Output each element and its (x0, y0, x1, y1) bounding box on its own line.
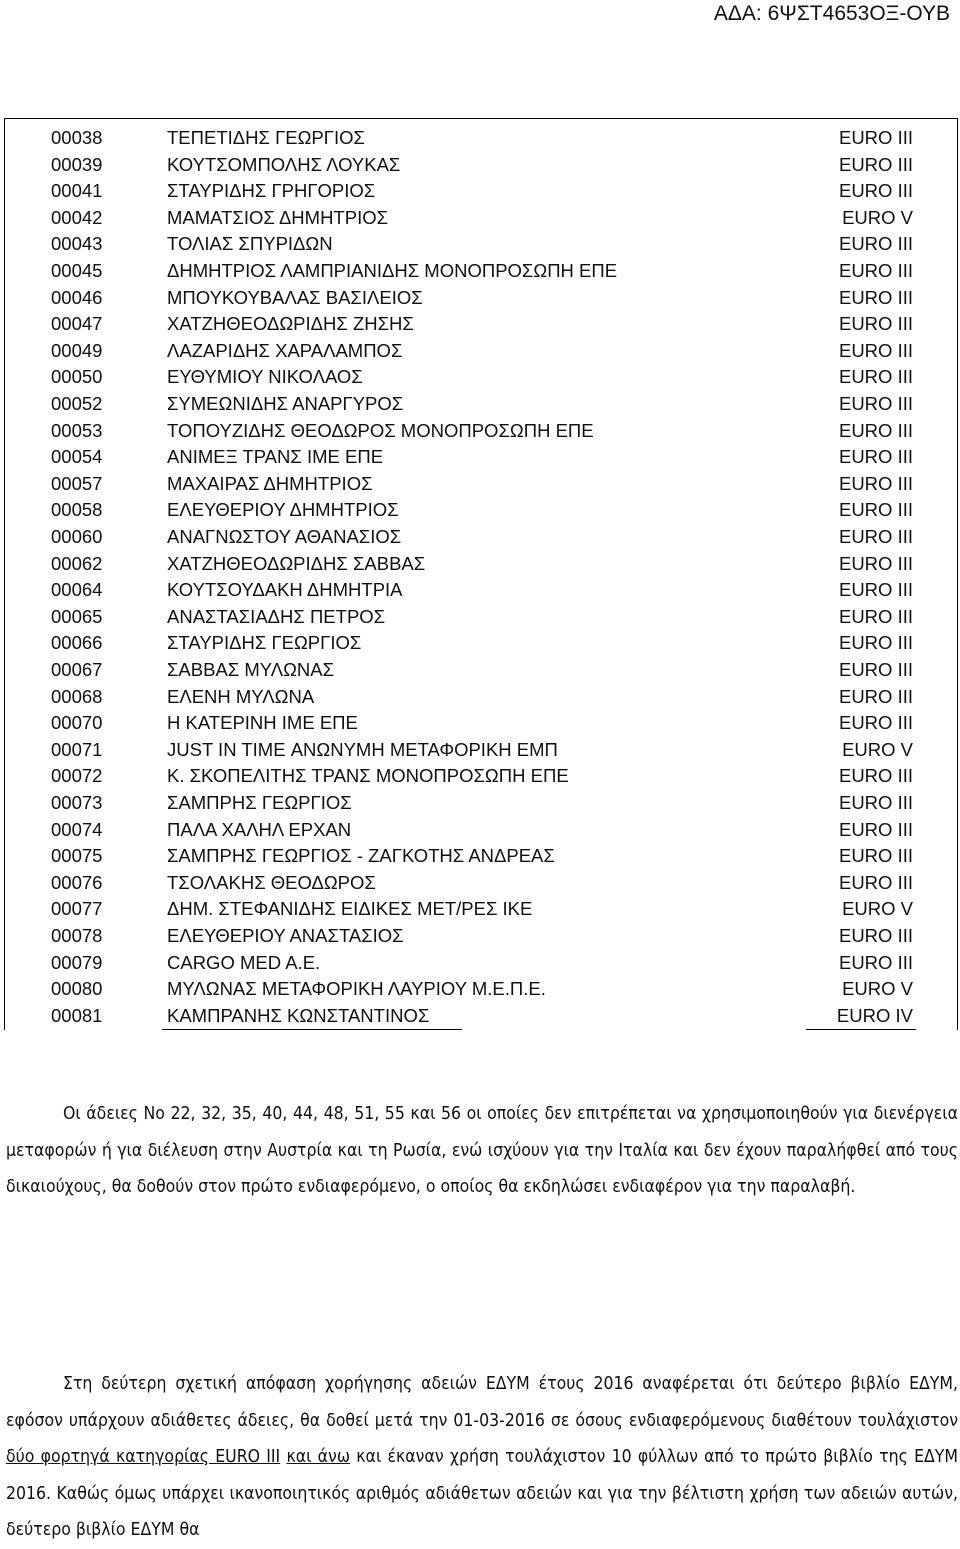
row-name: CARGO MED A.E. (167, 951, 321, 973)
row-euro-class: EURO III (838, 685, 913, 707)
row-code: 00070 (51, 712, 103, 734)
row-name: ΑΝΑΣΤΑΣΙΑΔΗΣ ΠΕΤΡΟΣ (167, 605, 386, 627)
row-name: ΜΑΜΑΤΣΙΟΣ ΔΗΜΗΤΡΙΟΣ (167, 206, 389, 228)
permit-table (4, 118, 958, 1030)
row-name: Η ΚΑΤΕΡΙΝΗ ΙΜΕ ΕΠΕ (167, 712, 358, 734)
row-euro-class: EURO IV (836, 1004, 913, 1026)
row-euro-class: EURO V (842, 898, 913, 920)
row-euro-class: EURO III (838, 339, 913, 361)
row-code: 00057 (51, 472, 103, 494)
table-row (5, 258, 957, 285)
row-name: ΣΑΜΠΡΗΣ ΓΕΩΡΓΙΟΣ - ΖΑΓΚΟΤΗΣ ΑΝΔΡΕΑΣ (167, 845, 555, 867)
row-euro-class: EURO III (838, 925, 913, 946)
row-name: ΕΥΘΥΜΙΟΥ ΝΙΚΟΛΑΟΣ (167, 366, 363, 388)
row-euro-class: EURO III (838, 632, 913, 654)
row-euro-class: EURO III (838, 127, 913, 148)
row-euro-class: EURO III (838, 845, 913, 867)
paragraph-text: και έκαναν χρήση τουλάχιστον 10 φύλλων από το πρώτο βιβλίο της ΕΔΥΜ 2016. Καθώς όμως υπάρχει ικανοποιητικός αριθμός αδιάθετων αδειών και για την βέλτιστη χρήση των αδειών αυτών, δεύτερο βιβλίο ΕΔΥΜ θα (6, 1447, 959, 1540)
row-euro-class: EURO III (838, 659, 913, 680)
table-row (5, 870, 957, 897)
table-row (5, 471, 957, 498)
table-row (5, 923, 957, 950)
row-euro-class: EURO III (838, 871, 913, 893)
table-row (5, 577, 957, 604)
underlined-phrase: δύο φορτηγά κατηγορίας EURO III (6, 1447, 281, 1467)
row-code: 00064 (51, 579, 103, 601)
row-name: ΤΟΠΟΥΖΙΔΗΣ ΘΕΟΔΩΡΟΣ ΜΟΝΟΠΡΟΣΩΠΗ ΕΠΕ (167, 419, 594, 441)
row-name: ΚΑΜΠΡΑΝΗΣ ΚΩΝΣΤΑΝΤΙΝΟΣ (167, 1004, 430, 1026)
last-row-underline-euro (806, 1029, 916, 1030)
ada-code: ΑΔΑ: 6ΨΣΤ4653ΟΞ-ΟΥΒ (713, 2, 950, 25)
row-name: ΑΝΑΓΝΩΣΤΟΥ ΑΘΑΝΑΣΙΟΣ (167, 526, 402, 547)
underlined-phrase: και άνω (286, 1447, 351, 1467)
table-row (5, 737, 957, 764)
row-euro-class: EURO III (838, 792, 913, 813)
table-row (5, 152, 957, 179)
row-code: 00060 (51, 526, 103, 547)
row-code: 00049 (51, 339, 103, 361)
row-code: 00076 (51, 871, 103, 893)
table-row (5, 950, 957, 977)
row-name: ΣΑΜΠΡΗΣ ΓΕΩΡΓΙΟΣ (167, 792, 352, 813)
row-name: ΣΤΑΥΡΙΔΗΣ ΓΕΩΡΓΙΟΣ (167, 632, 362, 654)
row-euro-class: EURO III (838, 366, 913, 388)
row-euro-class: EURO III (838, 260, 913, 281)
table-row (5, 391, 957, 418)
row-code: 00066 (51, 632, 103, 654)
row-euro-class: EURO III (838, 526, 913, 547)
row-euro-class: EURO III (838, 180, 913, 202)
row-code: 00081 (51, 1004, 103, 1026)
table-row (5, 630, 957, 657)
row-code: 00062 (51, 552, 103, 574)
table-row (5, 1003, 957, 1030)
row-name: ΜΠΟΥΚΟΥΒΑΛΑΣ ΒΑΣΙΛΕΙΟΣ (167, 286, 423, 308)
row-euro-class: EURO III (838, 552, 913, 574)
row-code: 00043 (51, 233, 103, 255)
row-name: ΚΟΥΤΣΟΥΔΑΚΗ ΔΗΜΗΤΡΙΑ (167, 579, 403, 601)
table-row (5, 976, 957, 1003)
row-name: ΣΥΜΕΩΝΙΔΗΣ ΑΝΑΡΓΥΡΟΣ (167, 393, 404, 414)
row-code: 00080 (51, 978, 103, 1000)
table-row (5, 896, 957, 923)
row-euro-class: EURO V (842, 978, 913, 1000)
row-name: ΤΣΟΛΑΚΗΣ ΘΕΟΔΩΡΟΣ (167, 871, 376, 893)
table-row (5, 497, 957, 524)
table-row (5, 231, 957, 258)
row-euro-class: EURO III (838, 446, 913, 468)
row-euro-class: EURO V (842, 738, 913, 760)
row-name: ΕΛΕΥΘΕΡΙΟΥ ΔΗΜΗΤΡΙΟΣ (167, 499, 399, 521)
table-row (5, 125, 957, 152)
row-code: 00067 (51, 659, 103, 680)
row-euro-class: EURO III (838, 499, 913, 521)
table-row (5, 710, 957, 737)
row-euro-class: EURO III (838, 153, 913, 175)
table-row (5, 524, 957, 551)
last-row-underline-name (162, 1029, 462, 1030)
paragraph-text: Στη δεύτερη σχετική απόφαση χορήγησης αδειών ΕΔΥΜ έτους 2016 αναφέρεται ότι δεύτερο βιβλίο ΕΔΥΜ, εφόσον υπάρχουν αδιάθετες άδειες, θα δοθεί μετά την 01-03-2016 σε όσους ενδιαφερόμενους διαθέτουν τουλάχιστον (6, 1374, 958, 1431)
row-code: 00042 (51, 206, 103, 228)
row-code: 00052 (51, 393, 103, 414)
row-name: ΣΤΑΥΡΙΔΗΣ ΓΡΗΓΟΡΙΟΣ (167, 180, 376, 202)
row-code: 00079 (51, 951, 103, 973)
row-code: 00045 (51, 260, 103, 281)
row-name: ΜΑΧΑΙΡΑΣ ΔΗΜΗΤΡΙΟΣ (167, 472, 373, 494)
table-row (5, 364, 957, 391)
row-name: ΔΗΜΗΤΡΙΟΣ ΛΑΜΠΡΙΑΝΙΔΗΣ ΜΟΝΟΠΡΟΣΩΠΗ ΕΠΕ (167, 260, 618, 281)
row-euro-class: EURO III (838, 419, 913, 441)
row-name: ΚΟΥΤΣΟΜΠΟΛΗΣ ΛΟΥΚΑΣ (167, 153, 401, 175)
row-name: ΛΑΖΑΡΙΔΗΣ ΧΑΡΑΛΑΜΠΟΣ (167, 339, 403, 361)
row-euro-class: EURO III (838, 712, 913, 734)
row-name: ΣΑΒΒΑΣ ΜΥΛΩΝΑΣ (167, 659, 335, 680)
table-row (5, 763, 957, 790)
row-code: 00050 (51, 366, 103, 388)
row-code: 00073 (51, 792, 103, 813)
row-code: 00039 (51, 153, 103, 175)
table-row (5, 311, 957, 338)
row-code: 00077 (51, 898, 103, 920)
row-name: ΔΗΜ. ΣΤΕΦΑΝΙΔΗΣ ΕΙΔΙΚΕΣ ΜΕΤ/ΡΕΣ ΙΚΕ (167, 898, 533, 920)
row-code: 00053 (51, 419, 103, 441)
paragraph-second-book (6, 1366, 958, 1549)
row-code: 00068 (51, 685, 103, 707)
row-name: ΧΑΤΖΗΘΕΟΔΩΡΙΔΗΣ ΣΑΒΒΑΣ (167, 552, 426, 574)
table-row (5, 178, 957, 205)
row-euro-class: EURO III (838, 472, 913, 494)
table-row (5, 418, 957, 445)
row-name: JUST IN TIME ΑΝΩΝΥΜΗ ΜΕΤΑΦΟΡΙΚΗ ΕΜΠ (167, 738, 558, 760)
row-euro-class: EURO III (838, 313, 913, 335)
table-row (5, 551, 957, 578)
table-row (5, 205, 957, 232)
row-euro-class: EURO III (838, 951, 913, 973)
table-row (5, 604, 957, 631)
row-name: ΠΑΛΑ ΧΑΛΗΛ ΕΡΧΑΝ (167, 818, 352, 840)
table-row (5, 843, 957, 870)
row-name: ΤΟΛΙΑΣ ΣΠΥΡΙΔΩΝ (167, 233, 333, 255)
row-code: 00041 (51, 180, 103, 202)
table-row (5, 684, 957, 711)
row-code: 00058 (51, 499, 103, 521)
row-name: ΕΛΕΝΗ ΜΥΛΩΝΑ (167, 685, 315, 707)
table-row (5, 285, 957, 312)
row-code: 00078 (51, 925, 103, 946)
row-code: 00074 (51, 818, 103, 840)
row-code: 00047 (51, 313, 103, 335)
row-code: 00071 (51, 738, 103, 760)
paragraph-permits-note: Οι άδειες Νο 22, 32, 35, 40, 44, 48, 51, 55 και 56 οι οποίες δεν επιτρέπεται να χρησιμοποιηθούν για διενέργεια μεταφορών ή για διέλευση στην Αυστρία και τη Ρωσία, ενώ ισχύουν για την Ιταλία και δεν έχουν παραλήφθεί από τους δικαιούχους, θα δοθούν στον πρώτο ενδιαφερόμενο, ο οποίος θα εκδηλώσει ενδιαφέρον για την παραλαβή. (6, 1104, 958, 1197)
row-euro-class: EURO III (838, 286, 913, 308)
row-euro-class: EURO III (838, 765, 913, 787)
row-code: 00046 (51, 286, 103, 308)
row-euro-class: EURO III (838, 818, 913, 840)
row-code: 00075 (51, 845, 103, 867)
row-code: 00065 (51, 605, 103, 627)
row-name: ΕΛΕΥΘΕΡΙΟΥ ΑΝΑΣΤΑΣΙΟΣ (167, 925, 404, 946)
row-code: 00038 (51, 127, 103, 148)
row-name: ΑΝΙΜΕΞ ΤΡΑΝΣ ΙΜΕ ΕΠΕ (167, 446, 384, 468)
table-row (5, 790, 957, 817)
row-euro-class: EURO V (842, 206, 913, 228)
row-name: ΧΑΤΖΗΘΕΟΔΩΡΙΔΗΣ ΖΗΣΗΣ (167, 313, 414, 335)
row-name: Κ. ΣΚΟΠΕΛΙΤΗΣ ΤΡΑΝΣ ΜΟΝΟΠΡΟΣΩΠΗ ΕΠΕ (167, 765, 569, 787)
row-code: 00072 (51, 765, 103, 787)
row-code: 00054 (51, 446, 103, 468)
table-row (5, 444, 957, 471)
row-name: ΜΥΛΩΝΑΣ ΜΕΤΑΦΟΡΙΚΗ ΛΑΥΡΙΟΥ Μ.Ε.Π.Ε. (167, 978, 546, 1000)
row-euro-class: EURO III (838, 393, 913, 414)
row-euro-class: EURO III (838, 233, 913, 255)
table-row (5, 657, 957, 684)
table-row (5, 817, 957, 844)
table-row (5, 338, 957, 365)
row-euro-class: EURO III (838, 605, 913, 627)
row-euro-class: EURO III (838, 579, 913, 601)
row-name: ΤΕΠΕΤΙΔΗΣ ΓΕΩΡΓΙΟΣ (167, 127, 365, 148)
